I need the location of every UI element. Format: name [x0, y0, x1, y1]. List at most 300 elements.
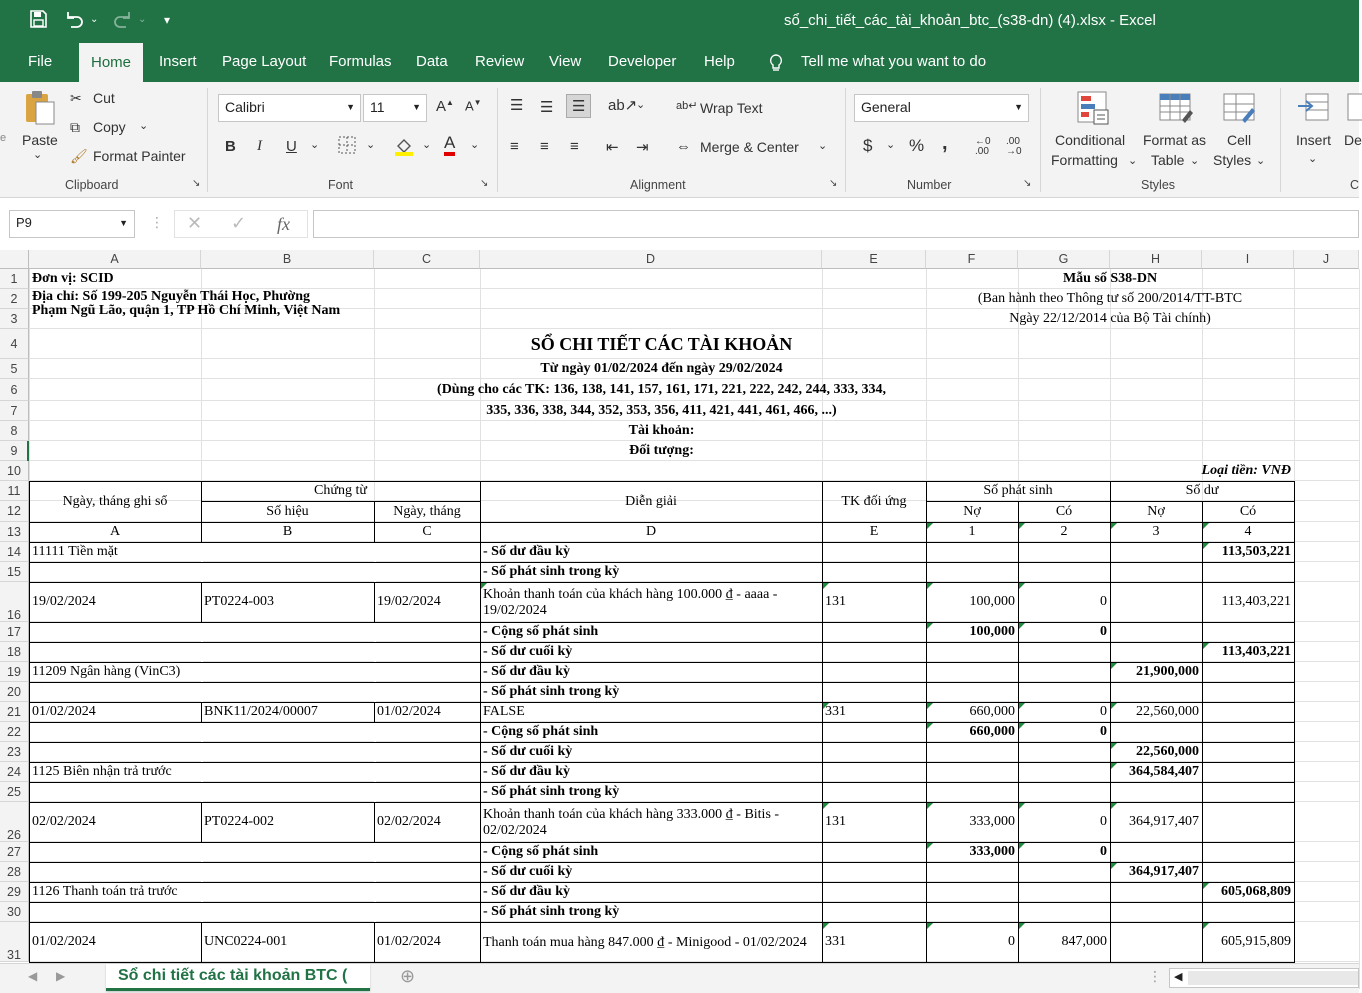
- cell-i-value[interactable]: 113,403,221: [1221, 644, 1291, 659]
- cell-f-value[interactable]: 333,000: [969, 814, 1015, 829]
- merge-cover: [375, 903, 376, 922]
- font-name-value: Calibri: [225, 99, 265, 115]
- merge-cover: [375, 863, 376, 882]
- cell-voucher-no[interactable]: PT0224-002: [204, 814, 274, 829]
- insert-cells-icon[interactable]: [1296, 90, 1332, 130]
- conditional-formatting-icon[interactable]: [1076, 90, 1112, 130]
- cell-g-value[interactable]: 0: [1100, 724, 1107, 739]
- formula-input[interactable]: [313, 210, 1359, 238]
- tab-page-layout[interactable]: Page Layout: [222, 53, 307, 70]
- font-launcher-icon[interactable]: ↘: [480, 178, 489, 189]
- merge-center-button[interactable]: Merge & Center: [700, 139, 799, 155]
- title-bar: [0, 0, 1359, 42]
- column-code[interactable]: B: [282, 524, 293, 539]
- underline-dropdown-icon[interactable]: ⌄: [310, 139, 320, 151]
- undo-icon[interactable]: [63, 9, 85, 34]
- merge-cover: [375, 783, 376, 802]
- merge-cover: [202, 623, 203, 642]
- accounts-line1[interactable]: (Dùng cho các TK: 136, 138, 141, 157, 161, 171, 221, 222, 242, 244, 333, 334,: [437, 382, 886, 397]
- name-box[interactable]: [9, 210, 135, 238]
- col-header-balance[interactable]: Số dư: [1185, 483, 1219, 498]
- enter-icon[interactable]: ✓: [231, 213, 247, 233]
- cell-g-value[interactable]: 0: [1100, 594, 1107, 609]
- align-middle-icon[interactable]: ☰: [540, 99, 554, 116]
- cell-h-value[interactable]: 364,584,407: [1129, 764, 1199, 779]
- align-bottom-icon[interactable]: ☰: [566, 94, 591, 118]
- merge-cover: [202, 783, 203, 802]
- error-indicator: [927, 723, 933, 729]
- font-group-label: Font: [328, 178, 354, 192]
- merge-cover: [201, 743, 202, 762]
- report-period[interactable]: Từ ngày 01/02/2024 đến ngày 29/02/2024: [540, 361, 783, 376]
- cell-counter-account[interactable]: 131: [825, 594, 846, 609]
- cell-voucher-no[interactable]: PT0224-003: [204, 594, 274, 609]
- error-indicator: [1111, 803, 1117, 809]
- delete-cells-button[interactable]: De: [1344, 132, 1362, 148]
- row-header[interactable]: 22: [0, 722, 29, 742]
- merge-cover: [201, 623, 202, 642]
- merge-cover: [374, 863, 375, 882]
- error-indicator: [927, 843, 933, 849]
- tab-data[interactable]: Data: [416, 53, 448, 70]
- cell-f-value[interactable]: 660,000: [969, 724, 1015, 739]
- tab-developer[interactable]: Developer: [608, 53, 677, 70]
- cell-i-value[interactable]: 605,915,809: [1221, 934, 1291, 949]
- align-center-icon[interactable]: ≡: [540, 138, 549, 155]
- cell-f-value[interactable]: 0: [1008, 934, 1015, 949]
- col-header-debit[interactable]: Nợ: [963, 503, 981, 519]
- merge-cover: [202, 643, 203, 662]
- col-header-voucher-no[interactable]: Số hiệu: [266, 503, 309, 519]
- error-indicator: [1019, 703, 1025, 709]
- cell-account-name[interactable]: 1126 Thanh toán trả trước: [32, 884, 178, 899]
- divider: [1280, 88, 1281, 192]
- number-format-select[interactable]: [854, 94, 1029, 122]
- cell-description[interactable]: - Số dư cuối kỳ: [483, 744, 573, 759]
- orientation-dropdown-icon[interactable]: ⌄: [636, 99, 646, 111]
- paste-icon[interactable]: [22, 88, 58, 131]
- cell-h-value[interactable]: 364,917,407: [1129, 864, 1199, 879]
- row-header[interactable]: 18: [0, 642, 29, 662]
- paste-button[interactable]: Paste: [22, 132, 58, 148]
- cell-voucher-date[interactable]: 19/02/2024: [377, 594, 441, 609]
- sheet-tab-active[interactable]: [106, 964, 370, 991]
- row-header[interactable]: 25: [0, 782, 29, 802]
- cell-i-value[interactable]: 113,503,221: [1221, 544, 1291, 559]
- cell-date[interactable]: 01/02/2024: [32, 934, 96, 949]
- cell-f-value[interactable]: 333,000: [969, 844, 1015, 859]
- borders-icon[interactable]: [338, 136, 356, 158]
- cell-f-value[interactable]: 100,000: [969, 594, 1015, 609]
- merge-cover: [375, 563, 376, 582]
- cell-description[interactable]: - Số dư đầu kỳ: [483, 884, 570, 899]
- cell-styles-dropdown-icon[interactable]: ⌄: [1256, 155, 1266, 167]
- row-header[interactable]: 7: [0, 401, 29, 421]
- decrease-indent-icon[interactable]: ⇤: [606, 139, 619, 156]
- font-name-select[interactable]: [218, 94, 361, 122]
- col-header-credit[interactable]: Có: [1055, 503, 1073, 519]
- font-size-select[interactable]: [363, 94, 427, 122]
- clipboard-group-label: Clipboard: [65, 178, 119, 192]
- error-indicator: [823, 583, 829, 589]
- merge-cover: [374, 903, 375, 922]
- merge-cover: [202, 723, 203, 742]
- cell-description[interactable]: - Cộng số phát sinh: [483, 724, 599, 739]
- conditional-formatting-line2[interactable]: Formatting: [1051, 152, 1118, 168]
- horizontal-scrollbar[interactable]: [1169, 968, 1359, 988]
- clipboard-launcher-icon[interactable]: ↘: [192, 178, 201, 189]
- cell-styles-line1[interactable]: Cell: [1227, 132, 1252, 148]
- accounts-line2[interactable]: 335, 336, 338, 344, 352, 353, 356, 411, 421, 441, 461, 466, ...): [486, 403, 837, 418]
- cell-h-value[interactable]: 22,560,000: [1136, 704, 1199, 719]
- redo-dropdown-icon[interactable]: ⌄: [138, 14, 147, 25]
- row-header[interactable]: 12: [0, 501, 29, 522]
- cell-f-value[interactable]: 660,000: [969, 704, 1015, 719]
- delete-cells-icon[interactable]: [1346, 90, 1360, 130]
- redo-icon[interactable]: [112, 9, 134, 34]
- col-header-voucher[interactable]: Chứng từ: [314, 483, 367, 498]
- cell-h-value[interactable]: 21,900,000: [1136, 664, 1199, 679]
- cell-description[interactable]: - Cộng số phát sinh: [483, 624, 599, 639]
- active-row-indicator: [27, 441, 29, 461]
- merge-cover: [201, 863, 202, 882]
- tab-review[interactable]: Review: [475, 53, 525, 70]
- tab-file[interactable]: File: [28, 53, 53, 70]
- cell-account-name[interactable]: 1125 Biên nhận trả trước: [32, 764, 172, 779]
- column-header[interactable]: I: [1202, 250, 1294, 269]
- chevron-down-icon: ▼: [1014, 102, 1023, 112]
- cell-styles-icon[interactable]: [1222, 90, 1258, 130]
- error-indicator: [1019, 623, 1025, 629]
- col-header-date[interactable]: Ngày, tháng ghi sổ: [62, 493, 168, 509]
- cell-g-value[interactable]: 0: [1100, 624, 1107, 639]
- divider: [845, 88, 846, 192]
- error-indicator: [1019, 583, 1025, 589]
- row-header[interactable]: 24: [0, 762, 29, 782]
- alignment-launcher-icon[interactable]: ↘: [829, 178, 838, 189]
- merge-cover: [375, 743, 376, 762]
- drag-handle-icon[interactable]: ⋮: [1148, 968, 1162, 984]
- tab-help[interactable]: Help: [704, 53, 735, 70]
- cell-counter-account[interactable]: 131: [825, 814, 846, 829]
- column-code[interactable]: 3: [1152, 524, 1160, 539]
- cell-description[interactable]: FALSE: [483, 704, 525, 719]
- scroll-sheets-left-icon[interactable]: ◀: [28, 969, 38, 983]
- column-code[interactable]: 2: [1060, 524, 1068, 539]
- orientation-icon[interactable]: ab↗: [608, 97, 638, 114]
- column-code[interactable]: 1: [968, 524, 976, 539]
- error-indicator: [481, 583, 487, 589]
- undo-dropdown-icon[interactable]: ⌄: [90, 14, 99, 25]
- cell-account-name[interactable]: 11209 Ngân hàng (VinC3): [32, 664, 181, 679]
- number-launcher-icon[interactable]: ↘: [1023, 178, 1032, 189]
- error-indicator: [1111, 703, 1117, 709]
- cell-description[interactable]: - Cộng số phát sinh: [483, 844, 599, 859]
- cut-icon[interactable]: ✂: [70, 90, 82, 106]
- ribbon-scroll-left-icon[interactable]: e: [0, 132, 7, 144]
- wrap-text-icon[interactable]: ab↵: [676, 100, 698, 112]
- merge-cover: [202, 863, 203, 882]
- merge-dropdown-icon[interactable]: ⌄: [818, 140, 828, 152]
- column-header[interactable]: E: [822, 250, 926, 269]
- tab-insert[interactable]: Insert: [159, 53, 197, 70]
- increase-font-icon[interactable]: A▲: [436, 98, 454, 115]
- cell-description[interactable]: - Số phát sinh trong kỳ: [483, 784, 620, 799]
- error-indicator: [1111, 863, 1117, 869]
- scroll-left-icon[interactable]: ◀: [1174, 971, 1183, 983]
- row-header[interactable]: 1: [0, 269, 29, 289]
- form-number[interactable]: Mẫu số S38-DN: [1062, 271, 1158, 286]
- merge-cover: [201, 843, 202, 862]
- copy-dropdown-icon[interactable]: ⌄: [139, 120, 149, 132]
- cell-i-value[interactable]: 605,068,809: [1221, 884, 1291, 899]
- unit-name[interactable]: Đơn vị: SCID: [32, 271, 114, 286]
- save-icon[interactable]: [28, 9, 48, 34]
- row-header[interactable]: 8: [0, 421, 29, 441]
- address-line1[interactable]: Địa chỉ: Số 199-205 Nguyễn Thái Học, Phường: [32, 289, 311, 304]
- font-color-icon[interactable]: A: [444, 134, 455, 156]
- row-header[interactable]: 31: [0, 922, 29, 962]
- sheet-title[interactable]: SỔ CHI TIẾT CÁC TÀI KHOẢN: [530, 334, 793, 354]
- bold-button[interactable]: B: [225, 138, 236, 155]
- decrease-font-icon[interactable]: A▼: [465, 98, 482, 114]
- cell-date[interactable]: 02/02/2024: [32, 814, 96, 829]
- merge-cover: [202, 563, 203, 582]
- row-header[interactable]: 30: [0, 902, 29, 922]
- format-painter-icon[interactable]: 🖌: [70, 148, 88, 164]
- column-code[interactable]: 4: [1244, 524, 1252, 539]
- chevron-down-icon: ▼: [346, 102, 355, 112]
- row-header[interactable]: 2: [0, 289, 29, 309]
- error-indicator: [927, 583, 933, 589]
- copy-button[interactable]: Copy: [93, 119, 126, 135]
- cell-voucher-date[interactable]: 01/02/2024: [377, 934, 441, 949]
- fill-dropdown-icon[interactable]: ⌄: [422, 139, 432, 151]
- cut-button[interactable]: Cut: [93, 90, 115, 106]
- cell-voucher-date[interactable]: 01/02/2024: [377, 704, 441, 719]
- row-header[interactable]: 3: [0, 309, 29, 329]
- cell-description[interactable]: - Số dư đầu kỳ: [483, 664, 570, 679]
- merge-cover: [375, 843, 376, 862]
- insert-function-button[interactable]: fx: [277, 214, 290, 234]
- currency-label[interactable]: Loại tiền: VNĐ: [1201, 463, 1291, 478]
- row-header[interactable]: 10: [0, 461, 29, 481]
- insert-cells-button[interactable]: Insert: [1296, 132, 1332, 148]
- tab-view[interactable]: View: [549, 53, 582, 70]
- gridline-v: [1359, 269, 1360, 989]
- conditional-formatting-line1[interactable]: Conditional: [1055, 132, 1126, 148]
- issued-by[interactable]: (Ban hành theo Thông tư số 200/2014/TT-BTC: [977, 291, 1243, 306]
- row-header[interactable]: 19: [0, 662, 29, 682]
- column-code[interactable]: E: [869, 524, 879, 539]
- merge-cover: [374, 743, 375, 762]
- tab-home[interactable]: Home: [79, 43, 143, 82]
- row-header[interactable]: 4: [0, 329, 29, 359]
- cell-account-name[interactable]: 11111 Tiền mặt: [32, 544, 118, 559]
- font-color-dropdown-icon[interactable]: ⌄: [470, 139, 480, 151]
- row-header[interactable]: 13: [0, 522, 29, 542]
- cell-h-value[interactable]: 22,560,000: [1136, 744, 1199, 759]
- row-header[interactable]: 5: [0, 359, 29, 379]
- borders-dropdown-icon[interactable]: ⌄: [366, 139, 376, 151]
- fill-color-icon[interactable]: [394, 136, 414, 160]
- cell-description[interactable]: - Số dư cuối kỳ: [483, 644, 573, 659]
- column-header[interactable]: C: [374, 250, 480, 269]
- format-as-table-line1[interactable]: Format as: [1143, 132, 1207, 148]
- scrollbar-thumb[interactable]: [1188, 971, 1358, 985]
- cell-f-value[interactable]: 100,000: [969, 624, 1015, 639]
- col-header-balance-credit[interactable]: Có: [1239, 503, 1257, 519]
- cell-i-value[interactable]: 113,403,221: [1221, 594, 1291, 609]
- cell-description[interactable]: - Số phát sinh trong kỳ: [483, 684, 620, 699]
- tell-me-search[interactable]: Tell me what you want to do: [801, 53, 987, 70]
- paste-dropdown-icon[interactable]: ⌄: [33, 149, 43, 161]
- underline-button[interactable]: U: [286, 138, 297, 155]
- row-header[interactable]: 6: [0, 379, 29, 401]
- cell-description[interactable]: - Số phát sinh trong kỳ: [483, 564, 620, 579]
- col-header-arising[interactable]: Số phát sinh: [983, 483, 1053, 498]
- customize-toolbar-icon[interactable]: ▾: [164, 13, 171, 27]
- column-header[interactable]: F: [926, 250, 1018, 269]
- cell-description[interactable]: - Số dư cuối kỳ: [483, 864, 573, 879]
- merge-cover: [202, 843, 203, 862]
- row-header[interactable]: 9: [0, 441, 29, 461]
- column-header[interactable]: H: [1110, 250, 1202, 269]
- col-header-balance-debit[interactable]: Nợ: [1147, 503, 1165, 519]
- format-painter-button[interactable]: Format Painter: [93, 148, 186, 164]
- cell-voucher-no[interactable]: BNK11/2024/00007: [204, 704, 318, 719]
- cell-description[interactable]: - Số dư đầu kỳ: [483, 764, 570, 779]
- decrease-decimal-icon[interactable]: .00 →0: [1006, 136, 1022, 157]
- cell-g-value[interactable]: 847,000: [1061, 934, 1107, 949]
- format-as-table-line2[interactable]: Table: [1151, 152, 1185, 168]
- increase-indent-icon[interactable]: ⇥: [636, 139, 649, 156]
- row-header[interactable]: 15: [0, 562, 29, 582]
- column-header[interactable]: D: [480, 250, 822, 269]
- cell-date[interactable]: 01/02/2024: [32, 704, 96, 719]
- cell-date[interactable]: 19/02/2024: [32, 594, 96, 609]
- currency-button[interactable]: $: [863, 136, 873, 155]
- insert-dropdown-icon[interactable]: ⌄: [1308, 153, 1318, 165]
- cell-h-value[interactable]: 364,917,407: [1129, 814, 1199, 829]
- select-all-corner[interactable]: [0, 250, 29, 269]
- cell-g-value[interactable]: 0: [1100, 814, 1107, 829]
- merge-cover: [201, 563, 202, 582]
- row-header[interactable]: 28: [0, 862, 29, 882]
- comma-button[interactable]: ,: [942, 132, 948, 154]
- row-header[interactable]: 26: [0, 802, 29, 842]
- cell-voucher-date[interactable]: 02/02/2024: [377, 814, 441, 829]
- cell-counter-account[interactable]: 331: [825, 704, 846, 719]
- error-indicator: [927, 523, 933, 529]
- align-right-icon[interactable]: ≡: [570, 138, 579, 155]
- issued-date[interactable]: Ngày 22/12/2014 của Bộ Tài chính): [1009, 311, 1211, 326]
- format-as-table-icon[interactable]: [1158, 90, 1194, 130]
- divider: [497, 88, 498, 192]
- row-header[interactable]: 16: [0, 582, 29, 622]
- tab-formulas[interactable]: Formulas: [329, 53, 392, 70]
- merge-cover: [374, 563, 375, 582]
- add-sheet-icon[interactable]: ⊕: [400, 966, 416, 986]
- error-indicator: [927, 703, 933, 709]
- drag-handle-icon[interactable]: ⋮: [150, 214, 164, 230]
- cell-description[interactable]: - Số phát sinh trong kỳ: [483, 904, 620, 919]
- cell-description[interactable]: Thanh toán mua hàng 847.000 ₫ - Minigood - 01/02/2024: [483, 934, 807, 950]
- row-header[interactable]: 20: [0, 682, 29, 702]
- align-top-icon[interactable]: ☰: [510, 97, 524, 114]
- conditional-dropdown-icon[interactable]: ⌄: [1128, 155, 1138, 167]
- copy-icon[interactable]: ⧉: [70, 119, 80, 135]
- cells-group-label: C: [1350, 178, 1360, 192]
- cell-styles-line2[interactable]: Styles: [1213, 152, 1252, 168]
- column-header[interactable]: A: [29, 250, 201, 269]
- row-header[interactable]: 11: [0, 481, 29, 501]
- alignment-group-label: Alignment: [630, 178, 686, 192]
- row-header[interactable]: 29: [0, 882, 29, 902]
- error-indicator: [1111, 763, 1117, 769]
- merge-cover: [201, 723, 202, 742]
- format-table-dropdown-icon[interactable]: ⌄: [1190, 155, 1200, 167]
- merge-cover: [374, 723, 375, 742]
- merge-cover: [201, 683, 202, 702]
- percent-button[interactable]: %: [909, 136, 925, 155]
- name-box-value: P9: [16, 215, 32, 230]
- italic-button[interactable]: I: [257, 138, 262, 154]
- currency-dropdown-icon[interactable]: ⌄: [886, 139, 896, 151]
- wrap-text-button[interactable]: Wrap Text: [700, 100, 763, 116]
- column-header[interactable]: G: [1018, 250, 1110, 269]
- error-indicator: [823, 803, 829, 809]
- merge-cover: [375, 723, 376, 742]
- chevron-down-icon: ▼: [412, 102, 421, 112]
- object-label[interactable]: Đối tượng:: [629, 443, 694, 458]
- cell-description[interactable]: Khoản thanh toán của khách hàng 100.000 ₫ - aaaa - 19/02/2024: [483, 586, 778, 618]
- row-header[interactable]: 14: [0, 542, 29, 562]
- error-indicator: [823, 923, 829, 929]
- font-size-value: 11: [370, 99, 385, 115]
- column-code[interactable]: C: [422, 524, 432, 539]
- cell-counter-account[interactable]: 331: [825, 934, 846, 949]
- cell-description[interactable]: - Số dư đầu kỳ: [483, 544, 570, 559]
- cell-voucher-no[interactable]: UNC0224-001: [204, 934, 288, 949]
- col-header-counter-account[interactable]: TK đối ứng: [841, 493, 907, 509]
- col-header-description[interactable]: Diễn giải: [625, 493, 677, 509]
- cell-g-value[interactable]: 0: [1100, 704, 1107, 719]
- column-code[interactable]: D: [645, 524, 657, 539]
- column-code[interactable]: A: [109, 524, 121, 539]
- cell-description[interactable]: Khoản thanh toán của khách hàng 333.000 ₫ - Bitis - 02/02/2024: [483, 806, 780, 838]
- error-indicator: [1111, 743, 1117, 749]
- row-header[interactable]: 27: [0, 842, 29, 862]
- merge-cover: [201, 783, 202, 802]
- scroll-sheets-right-icon[interactable]: ▶: [56, 969, 66, 983]
- address-line2[interactable]: Phạm Ngũ Lão, quận 1, TP Hồ Chí Minh, Việt Nam: [32, 303, 341, 318]
- col-header-voucher-date[interactable]: Ngày, tháng: [393, 503, 461, 519]
- cancel-icon[interactable]: ✕: [187, 213, 203, 233]
- column-header[interactable]: J: [1294, 250, 1359, 269]
- increase-decimal-icon[interactable]: ←0 .00: [975, 136, 991, 157]
- row-header[interactable]: 21: [0, 702, 29, 722]
- error-indicator: [1019, 723, 1025, 729]
- merge-center-icon[interactable]: ⇔: [676, 138, 691, 155]
- row-header[interactable]: 23: [0, 742, 29, 762]
- cell-g-value[interactable]: 0: [1100, 844, 1107, 859]
- align-left-icon[interactable]: ≡: [510, 138, 519, 155]
- account-label[interactable]: Tài khoản:: [628, 423, 695, 438]
- row-header[interactable]: 17: [0, 622, 29, 642]
- error-indicator: [927, 803, 933, 809]
- column-header[interactable]: B: [201, 250, 374, 269]
